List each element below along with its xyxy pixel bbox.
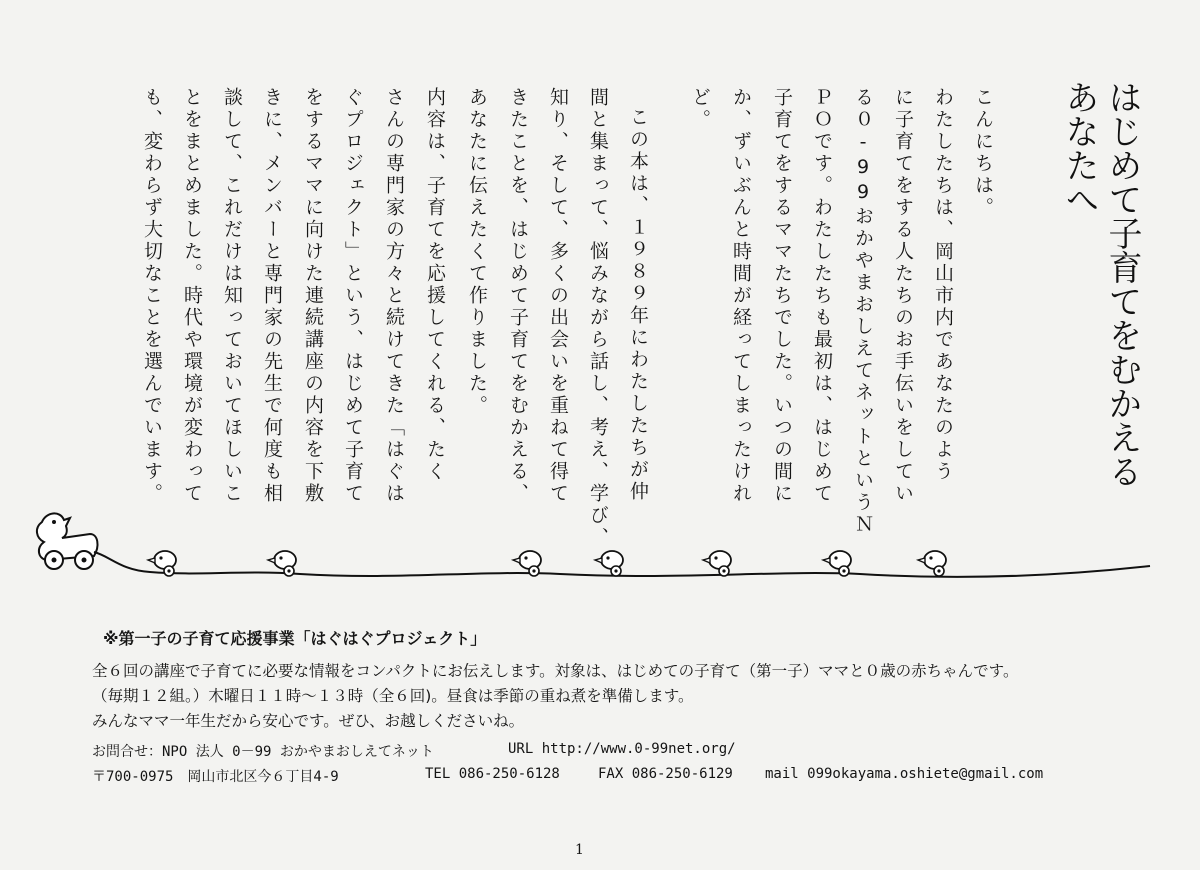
body-column: さんの専門家の方々と続けてきた「はぐは bbox=[383, 87, 405, 505]
duck-train-illustration bbox=[0, 490, 1200, 600]
heading-line-2: あなたへ bbox=[1059, 80, 1099, 216]
body-column: る０‐99おかやまおしえてネットというＮ bbox=[852, 87, 874, 536]
body-column: 間と集まって、悩みながら話し、考え、学び、 bbox=[587, 87, 609, 549]
chick-icon bbox=[595, 551, 623, 576]
body-column: あなたに伝えたくて作りました。 bbox=[466, 87, 488, 417]
body-column: わたしたちは、岡山市内であなたのよう bbox=[932, 87, 954, 483]
notice-line: みんなママ一年生だから安心です。ぜひ、お越しくださいね。 bbox=[92, 712, 525, 730]
chick-icon bbox=[918, 551, 946, 576]
notice-line: 全６回の講座で子育てに必要な情報をコンパクトにお伝えします。対象は、はじめての子育て（第一子）ママと０歳の赤ちゃんです。 bbox=[92, 662, 1019, 680]
body-column: 談して、これだけは知っておいてほしいこ bbox=[221, 87, 243, 505]
body-column: をするママに向けた連続講座の内容を下敷 bbox=[302, 87, 324, 505]
body-column: きに、メンバーと専門家の先生で何度も相 bbox=[261, 87, 283, 505]
body-column: ＰＯです。わたしたちも最初は、はじめて bbox=[811, 87, 833, 505]
page-number: 1 bbox=[575, 842, 584, 858]
body-column: とをまとめました。時代や環境が変わって bbox=[181, 87, 203, 505]
body-column: に子育てをする人たちのお手伝いをしてい bbox=[892, 87, 914, 505]
body-column: こんにちは。 bbox=[972, 87, 994, 219]
contact-email-link[interactable]: mail 099okayama.oshiete@gmail.com bbox=[765, 766, 1044, 782]
body-column: ど。 bbox=[689, 87, 711, 131]
body-column: か、ずいぶんと時間が経ってしまったけれ bbox=[730, 87, 752, 505]
contact-url-link[interactable]: URL http://www.0-99net.org/ bbox=[508, 741, 736, 757]
contact-address: 〒700-0975 岡山市北区今６丁目4-9 bbox=[92, 769, 339, 785]
notice-line: （毎期１２組。）木曜日１１時～１３時（全６回)。昼食は季節の重ね煮を準備します。 bbox=[92, 687, 694, 705]
chick-icon bbox=[703, 551, 731, 576]
body-column: 子育てをするママたちでした。いつの間に bbox=[771, 87, 793, 505]
body-column: 内容は、子育てを応援してくれる、たく bbox=[424, 87, 446, 483]
contact-phone: TEL 086-250-6128 bbox=[425, 766, 560, 782]
big-duck-icon bbox=[37, 513, 98, 569]
notice-title: ※第一子の子育て応援事業「はぐはぐプロジェクト」 bbox=[103, 629, 487, 648]
body-column: も、変わらず大切なことを選んでいます。 bbox=[141, 87, 163, 505]
contact-fax: FAX 086-250-6129 bbox=[598, 766, 733, 782]
body-column: 知り、そして、多くの出会いを重ねて得て bbox=[547, 87, 569, 505]
heading-line-1: はじめて子育てをむかえる bbox=[1102, 80, 1142, 488]
body-column: きたことを、はじめて子育てをむかえる、 bbox=[507, 87, 529, 505]
body-column: ぐプロジェクト」という、はじめて子育て bbox=[342, 87, 364, 505]
contact-organization: お問合せ：NPO 法人 0－99 おかやまおしえてネット bbox=[92, 744, 434, 760]
body-column: この本は、１９８９年にわたしたちが仲 bbox=[627, 107, 649, 503]
